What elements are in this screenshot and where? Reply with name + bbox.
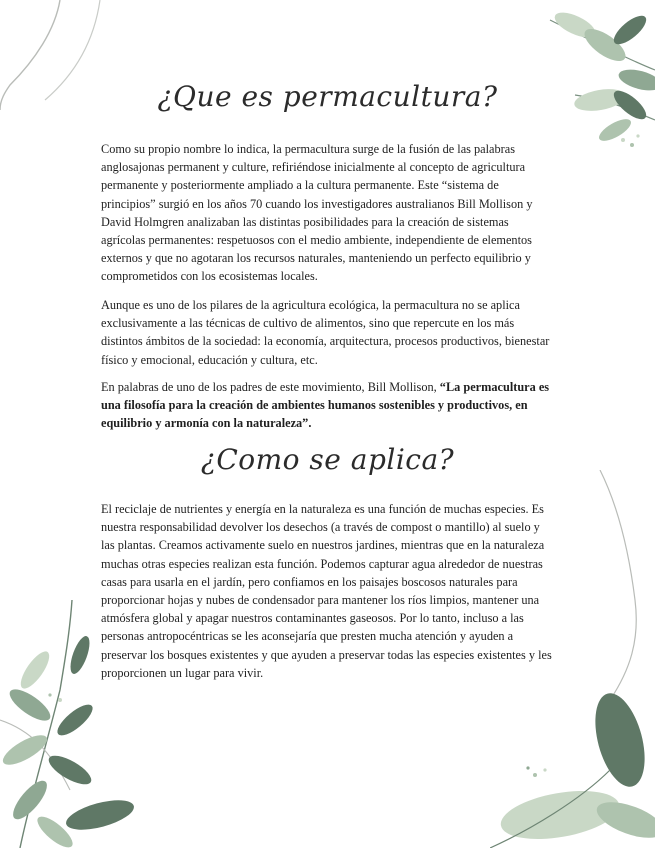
section1-paragraph-2: Aunque es uno de los pilares de la agricultura ecológica, la permacultura no se aplica exclusivamente a las técnicas de cultivo de alimentos, sino que repercute en los más distintos ámbitos de la sociedad: la economía, arquitectura, procesos productivos, bienestar físico y emocional, educación y cultura, etc.	[101, 298, 550, 367]
section1-title: ¿Que es permacultura?	[157, 80, 498, 113]
section1-quote-paragraph	[101, 378, 553, 433]
quote-intro: En palabras de uno de los padres de este movimiento, Bill Mollison,	[101, 380, 440, 394]
right-vine-decoration	[560, 470, 655, 700]
section2-paragraph: El reciclaje de nutrientes y energía en la naturaleza es una función de muchas especies. Es nuestra responsabilidad devolver los desechos (a través de compost o mantillo) al suelo y las plantas. Creamos activamente suelo en nuestros jardines, mientras que en la naturaleza muchas otras especies realizan esta función. Podemos capturar agua alrededor de nuestras casas para usarla en el jardín, pero confiamos en los paisajes boscosos naturales para proporcionar hojas y nubes de condensador para mantener los ríos limpios, mantener una atmósfera global y apagar nuestros contaminantes gaseosos. Por lo tanto, incluso a las personas antropocéntricas se les aconsejaría que presten mucha atención y ayuden a preservar los bosques existentes y que ayuden a preservar todas las especies existentes y les proporcionen un lugar para vivir.	[101, 502, 552, 680]
bottom-right-leaves-decoration	[490, 690, 655, 848]
section2-title: ¿Como se aplica?	[200, 443, 455, 476]
mollison-quote: “La permacultura es una filosofía para la creación de ambientes humanos sostenibles y productivos, en equilibrio y armonía con la naturaleza”.	[101, 380, 550, 431]
section1-paragraph-1: Como su propio nombre lo indica, la permacultura surge de la fusión de las palabras anglosajonas permanent y culture, refiriéndose inicialmente al concepto de agricultura permanente y posteriormente ampliado a la cultura permanente. Este “sistema de principios” surgió en los años 70 cuando los investigadores australianos Bill Mollison y David Holmgren analizaban las distintas posibilidades para la creación de sistemas agrícolas permanentes: respetuosos con el medio ambiente, independiente de elementos externos y que no agotaran los recursos naturales, manteniendo un perfecto equilibrio y comprometidos con los ecosistemas locales.	[101, 142, 533, 284]
